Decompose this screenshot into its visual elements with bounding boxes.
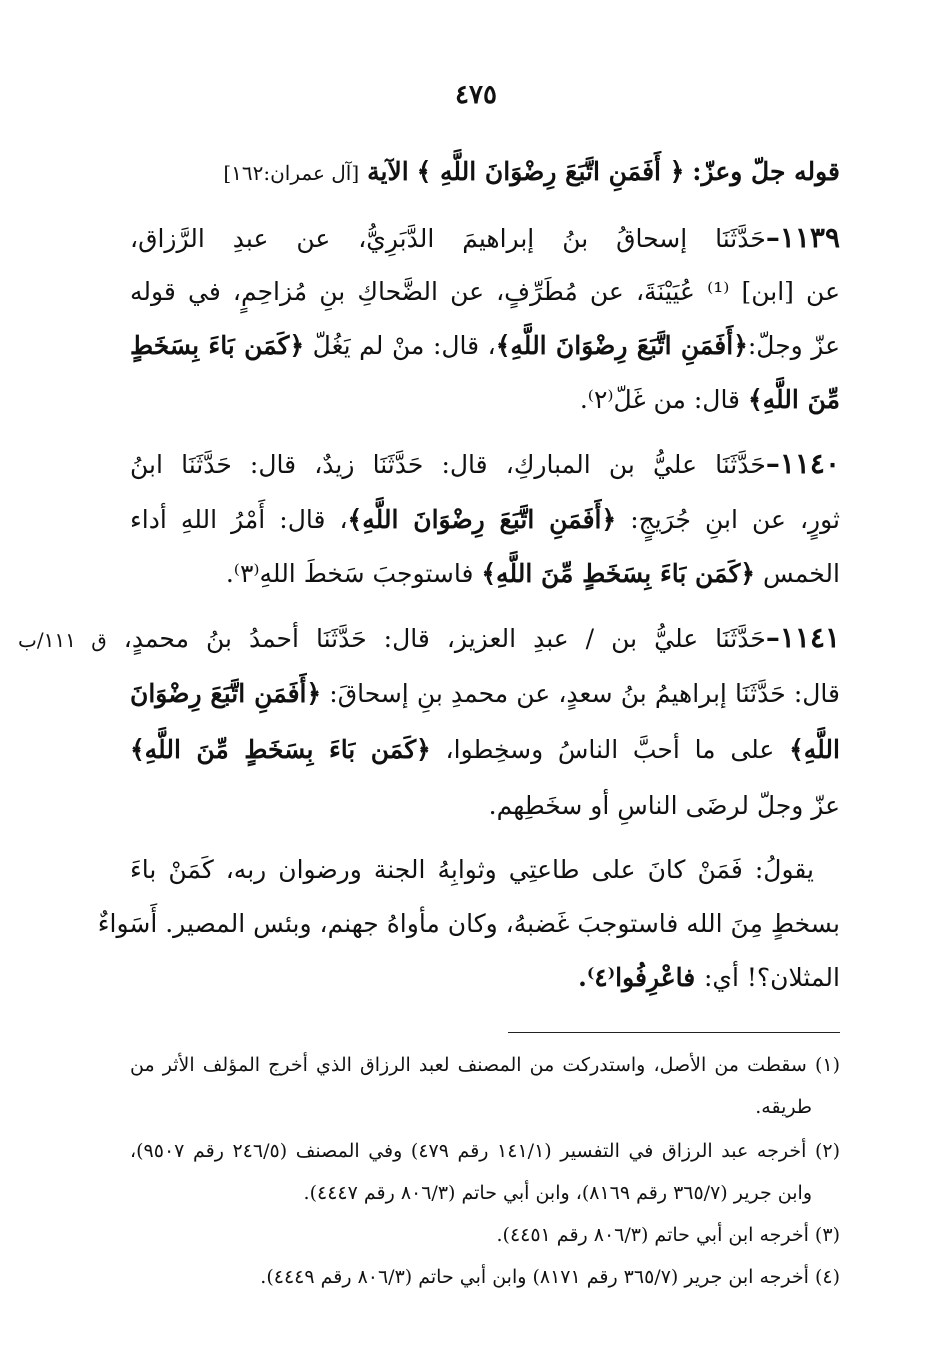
line-pre: ثورٍ، عن ابنِ جُرَيجٍ: — [630, 505, 840, 534]
line-text: حَدَّثَنَا عليُّ بن / عبدِ العزيز، قال: حَدَّثَنَا أحمدُ بنُ محمدٍ، — [123, 624, 766, 653]
line-text: عزّ وجلّ لرضَى الناسِ أو سخَطِهم. — [488, 791, 840, 820]
line-pre: قال: حَدَّثَنَا إبراهيمُ بنُ سعدٍ، عن محمدِ بنِ إسحاقَ: — [329, 679, 840, 708]
verse-quote: ﴿كَمَن بَاءَ بِسَخَطٍ مِّنَ اللَّهِ﴾ — [130, 735, 431, 764]
footnote-2: (٢) أخرجه عبد الرزاق في التفسير (١٤١/١ رقم ٤٧٩) وفي المصنف (٢٤٦/٥ رقم ٩٥٠٧)، — [130, 1140, 841, 1162]
heading-lead: قوله جلّ وعزّ: — [692, 157, 840, 186]
line-mid: ، قال: منْ لم يَغُلّ — [312, 331, 496, 360]
line-pre: الخمس — [762, 559, 840, 588]
line-text: قال: من غَلّ⁽٢⁾. — [579, 385, 748, 414]
text-line-2 — [130, 272, 840, 312]
section-heading — [130, 152, 840, 193]
line-text: حَدَّثَنَا إسحاقُ بنُ إبراهيمَ الدَّبَرِيُّ، عن عبدِ الرَّزاق، — [130, 224, 766, 253]
footnote-4: (٤) أخرجه ابن جرير (٣٦٥/٧ رقم ٨١٧١) وابن أبي حاتم (٨٠٦/٣ رقم ٤٤٤٩). — [260, 1266, 840, 1288]
footnote-separator — [508, 1032, 840, 1033]
page-number: ٤٧٥ — [455, 80, 497, 110]
text-line-13 — [97, 904, 840, 944]
verse-quote: ﴿كَمَن بَاءَ بِسَخَطٍ — [130, 331, 305, 360]
hadith-number: ١١٣٩– — [765, 221, 840, 254]
footnote-1: (١) سقطت من الأصل، واستدركت من المصنف لعبد الرزاق الذي أخرج المؤلف الأثر من — [130, 1054, 840, 1076]
text-line-5 — [130, 444, 840, 485]
verse-quote: اللَّهِ﴾ — [789, 735, 840, 764]
line-text: عن [ابن] ⁽¹⁾ عُيَيْنَةَ، عن مُطَرِّفٍ، عن الضَّحاكِ بنِ مُزاحِمٍ، في قوله — [130, 277, 840, 306]
line-text: المثلان؟! أي: — [703, 963, 840, 992]
heading-reference: [آل عمران:١٦٢] — [223, 161, 360, 185]
text-line-10 — [130, 730, 840, 770]
hadith-number: ١١٤٠– — [765, 447, 840, 480]
footnote-2-continuation: وابن جرير (٣٦٥/٧ رقم ٨١٦٩)، وابن أبي حاتم (٨٠٦/٣ رقم ٤٤٤٧). — [303, 1182, 812, 1204]
text-line-6 — [130, 500, 840, 540]
text-line-7 — [130, 554, 840, 594]
text-line-11 — [130, 786, 840, 826]
line-text: بسخطٍ مِنَ الله فاستوجبَ غَضبهُ، وكان مأواهُ جهنم، وبئس المصير. أَسَواءٌ — [97, 909, 840, 938]
line-text: يقولُ: فَمَنْ كانَ على طاعتِي وثوابِهُ الجنة ورضوان ربه، كَمَنْ باءَ — [130, 855, 814, 884]
line-text: حَدَّثَنَا عليُّ بن المباركِ، قال: حَدَّثَنَا زيدٌ، قال: حَدَّثَنَا ابنُ — [130, 450, 766, 479]
text-line-8 — [18, 618, 840, 660]
heading-verse: ﴿ أَفَمَنِ اتَّبَعَ رِضْوَانَ اللَّهِ ﴾ — [416, 157, 685, 186]
text-line-9 — [130, 674, 840, 714]
text-line-3 — [130, 326, 840, 366]
footnote-1-continuation: طريقه. — [755, 1096, 812, 1118]
text-line-1 — [130, 218, 840, 259]
heading-after: الآية — [367, 157, 409, 186]
line-text: ، قال: أَمْرُ اللهِ أداء — [130, 505, 348, 534]
verse-quote: ﴿كَمَن بَاءَ بِسَخَطٍ مِّنَ اللَّهِ﴾ — [481, 559, 756, 588]
text-line-14 — [130, 958, 840, 998]
verse-quote: مِّنَ اللَّهِ﴾ — [747, 385, 840, 414]
line-pre: عزّ وجلّ: — [747, 331, 841, 360]
text-line-12 — [130, 850, 814, 890]
line-text: فاستوجبَ سَخطَ اللهِ⁽٣⁾. — [225, 559, 482, 588]
verse-quote: ﴿أَفَمَنِ اتَّبَعَ رِضْوَانَ اللَّهِ﴾ — [347, 505, 617, 534]
text-line-4 — [130, 380, 840, 420]
verse-quote: ﴿أَفَمَنِ اتَّبَعَ رِضْوَانَ — [130, 679, 322, 708]
manuscript-folio-marker: ق ١١١/ب — [18, 628, 107, 652]
footnote-3: (٣) أخرجه ابن أبي حاتم (٨٠٦/٣ رقم ٤٤٥١). — [496, 1224, 840, 1246]
verse-quote: ﴿أَفَمَنِ اتَّبَعَ رِضْوَانَ اللَّهِ﴾ — [495, 331, 748, 360]
hadith-number: ١١٤١– — [765, 621, 841, 654]
line-mid: على ما أحبَّ الناسُ وسخِطوا، — [430, 735, 790, 764]
line-bold-end: فاعْرِفُوا⁽٤⁾. — [578, 963, 704, 992]
